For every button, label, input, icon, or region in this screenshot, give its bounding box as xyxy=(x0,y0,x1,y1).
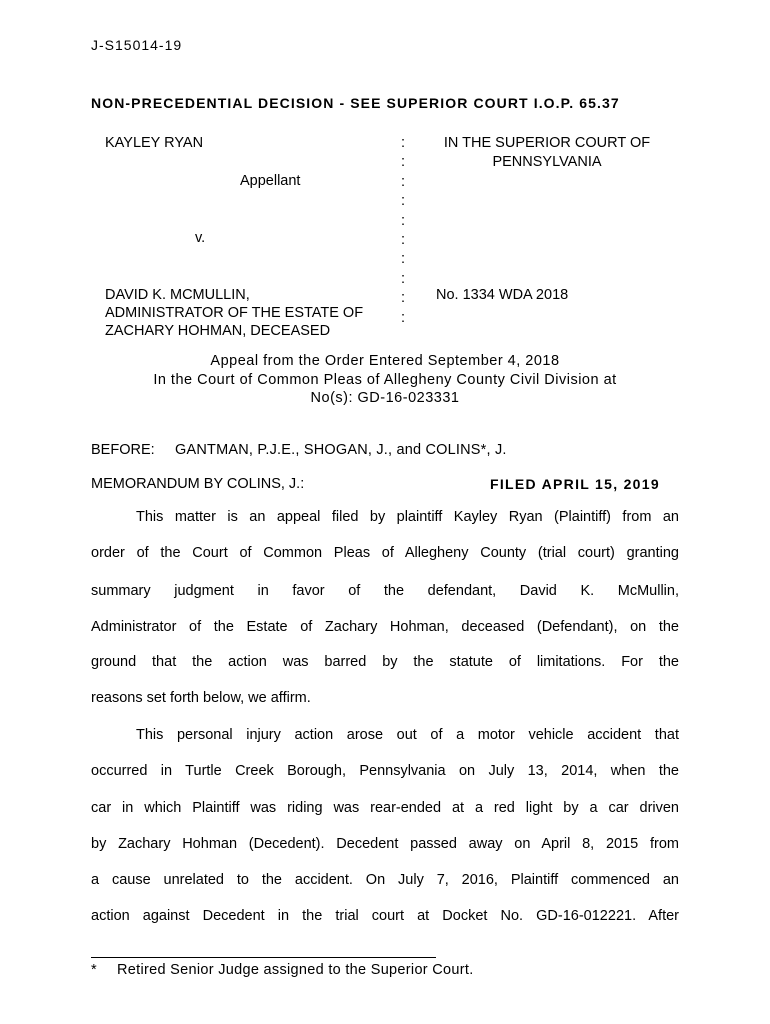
footnote-separator xyxy=(91,957,436,958)
non-precedential-notice: NON-PRECEDENTIAL DECISION - SEE SUPERIOR COURT I.O.P. 65.37 xyxy=(91,95,620,111)
body-line: reasons set forth below, we affirm. xyxy=(91,690,311,706)
court-name-line-2: PENNSYLVANIA xyxy=(492,154,602,170)
caption-colon: : xyxy=(401,309,406,326)
caption-colon: : xyxy=(401,193,406,210)
appeal-info-line-2: In the Court of Common Pleas of Allegheny County Civil Division at xyxy=(153,371,617,388)
body-line: a cause unrelated to the accident. On July 7, 2016, Plaintiff commenced an xyxy=(91,872,679,888)
body-line: summary judgment in favor of the defendant, David K. McMullin, xyxy=(91,583,679,599)
caption-colon: : xyxy=(401,212,406,229)
caption-colon: : xyxy=(401,232,406,249)
appellee-line-2: ADMINISTRATOR OF THE ESTATE OF xyxy=(105,305,364,321)
body-line: order of the Court of Common Pleas of Allegheny County (trial court) granting xyxy=(91,545,679,561)
appeal-info-line-1: Appeal from the Order Entered September 4, 2018 xyxy=(210,353,560,369)
body-line: Administrator of the Estate of Zachary Hohman, deceased (Defendant), on the xyxy=(91,619,679,635)
versus-label: v. xyxy=(195,230,206,246)
before-label: BEFORE: xyxy=(91,442,155,458)
appellant-role: Appellant xyxy=(240,173,301,189)
caption-colon: : xyxy=(401,135,406,151)
body-line: This matter is an appeal filed by plaintiff Kayley Ryan (Plaintiff) from an xyxy=(136,509,679,525)
caption-colon: : xyxy=(401,251,406,268)
court-name xyxy=(436,134,658,172)
body-line: ground that the action was barred by the statute of limitations. For the xyxy=(91,654,679,670)
body-line: occurred in Turtle Creek Borough, Pennsylvania on July 13, 2014, when the xyxy=(91,763,679,779)
caption-colon: : xyxy=(401,173,406,190)
body-line: action against Decedent in the trial court at Docket No. GD-16-012221. After xyxy=(91,908,679,924)
footnote-text: Retired Senior Judge assigned to the Superior Court. xyxy=(117,962,474,978)
footnote-mark: * xyxy=(91,962,97,978)
body-line: by Zachary Hohman (Decedent). Decedent passed away on April 8, 2015 from xyxy=(91,836,679,852)
caption-colon: : xyxy=(401,290,406,307)
body-line: car in which Plaintiff was riding was rear-ended at a red light by a car driven xyxy=(91,800,679,816)
caption-colon: : xyxy=(401,154,406,171)
panel-judges: GANTMAN, P.J.E., SHOGAN, J., and COLINS*, J. xyxy=(175,442,507,458)
caption-colon: : xyxy=(401,270,406,287)
appeal-info xyxy=(95,352,675,408)
memorandum-author: MEMORANDUM BY COLINS, J.: xyxy=(91,476,305,492)
body-line: This personal injury action arose out of a motor vehicle accident that xyxy=(136,727,679,743)
document-id: J-S15014-19 xyxy=(91,37,183,53)
appellee-line-1: DAVID K. MCMULLIN, xyxy=(105,287,250,303)
docket-number: No. 1334 WDA 2018 xyxy=(436,287,569,303)
filed-date: FILED APRIL 15, 2019 xyxy=(490,476,660,492)
appellee-line-3: ZACHARY HOHMAN, DECEASED xyxy=(105,323,331,339)
appeal-info-line-3: No(s): GD-16-023331 xyxy=(310,390,460,406)
appellant-name: KAYLEY RYAN xyxy=(105,135,204,151)
court-name-line-1: IN THE SUPERIOR COURT OF xyxy=(443,135,651,151)
caption-colon-column xyxy=(401,134,405,328)
